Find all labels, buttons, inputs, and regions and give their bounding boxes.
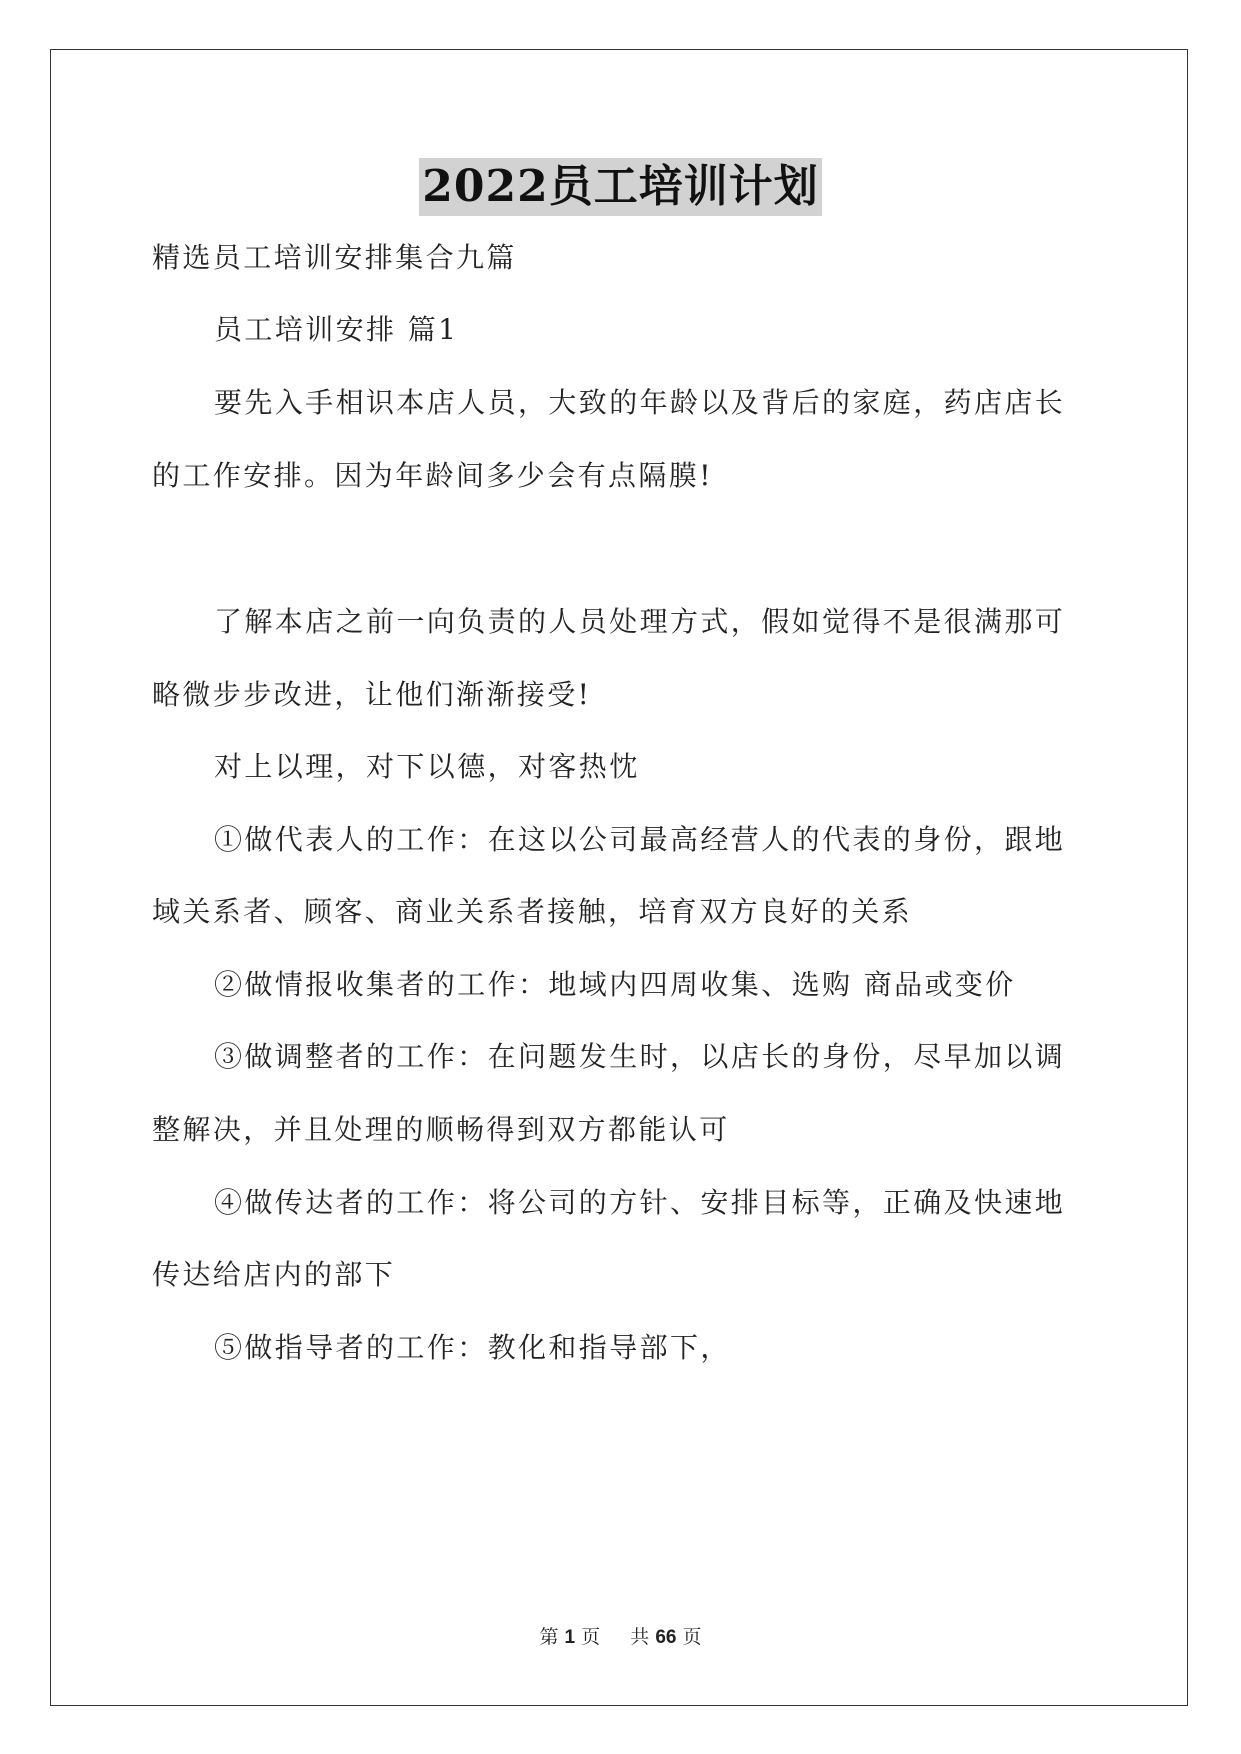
page-border — [50, 49, 1188, 1706]
footer-page-unit: 页 — [581, 1626, 601, 1648]
document-title: 2022员工培训计划 — [419, 158, 821, 216]
paragraph-line: ③做调整者的工作：在问题发生时，以店长的身份，尽早加以调 — [214, 1040, 1066, 1073]
footer-page-number: 1 — [564, 1627, 576, 1648]
paragraph-line: 略微步步改进，让他们渐渐接受! — [152, 678, 592, 711]
footer-page-prefix: 第 — [539, 1626, 559, 1648]
footer-total-unit: 页 — [682, 1626, 702, 1648]
document-subtitle: 精选员工培训安排集合九篇 — [152, 241, 517, 274]
paragraph-line: 传达给店内的部下 — [152, 1258, 396, 1291]
paragraph-line: ②做情报收集者的工作：地域内四周收集、选购 商品或变价 — [214, 968, 1016, 1001]
paragraph-line: ④做传达者的工作：将公司的方针、安排目标等，正确及快速地 — [214, 1186, 1066, 1219]
footer-total-pages: 66 — [655, 1627, 677, 1648]
paragraph-line: 域关系者、顾客、商业关系者接触，培育双方良好的关系 — [152, 895, 913, 928]
footer-total-prefix: 共 — [630, 1626, 650, 1648]
page-footer — [0, 1624, 1241, 1651]
title-container — [0, 158, 1241, 216]
paragraph-line: ①做代表人的工作：在这以公司最高经营人的代表的身份，跟地 — [214, 823, 1066, 856]
paragraph-line: 整解决，并且处理的顺畅得到双方都能认可 — [152, 1113, 730, 1146]
paragraph-line: 的工作安排。因为年龄间多少会有点隔膜! — [152, 459, 713, 492]
paragraph-line: 要先入手相识本店人员，大致的年龄以及背后的家庭，药店店长 — [214, 386, 1066, 419]
paragraph-line: 了解本店之前一向负责的人员处理方式，假如觉得不是很满那可 — [214, 605, 1066, 638]
paragraph-line: ⑤做指导者的工作：教化和指导部下， — [214, 1331, 731, 1364]
paragraph-line: 对上以理，对下以德，对客热忱 — [214, 750, 640, 783]
section-heading: 员工培训安排 篇1 — [214, 313, 459, 346]
